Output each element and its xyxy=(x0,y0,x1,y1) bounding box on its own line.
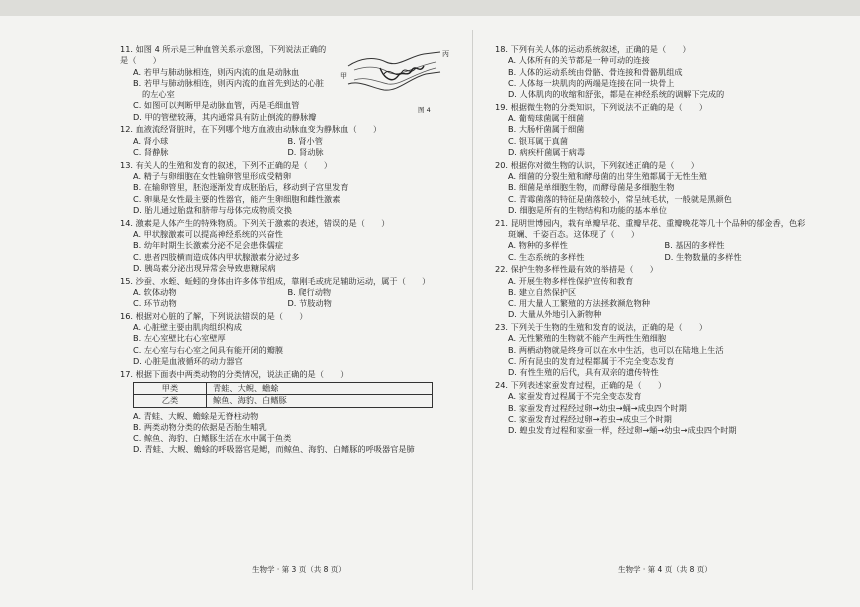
option-c: C. 用大量人工繁殖的方法拯救濒危物种 xyxy=(508,298,650,309)
option-d: D. 蝗虫发育过程和家蚕一样，经过卵→蛹→幼虫→成虫四个时期 xyxy=(508,425,737,436)
options-grid xyxy=(495,240,821,263)
label-bing: 丙 xyxy=(442,50,449,58)
option-a: A. 无性繁殖的生物就不能产生两性生殖细胞 xyxy=(508,333,667,344)
option-d: D. 病疾杆菌属于病毒 xyxy=(508,147,586,158)
option-c: C. 鲸鱼、海豹、白鳍豚生活在水中属于鱼类 xyxy=(133,433,292,444)
option-c: C. 青霉菌落的特征是菌落较小，常呈绒毛状，一般就是黑颜色 xyxy=(508,193,732,204)
option-a: A. 人体所有的关节都是一种可动的连接 xyxy=(508,55,650,66)
option-d: D. 肾动脉 xyxy=(287,147,324,158)
question-22 xyxy=(495,264,821,320)
column-divider xyxy=(472,30,473,590)
option-d: D. 生物数量的多样性 xyxy=(664,251,742,262)
question-stem: 17. 根据下面表中两类动物的分类情况，说法正确的是（ ） xyxy=(120,368,349,379)
option-b: B. 幼年时期生长激素分泌不足会患侏儒症 xyxy=(133,240,284,251)
option-d: D. 胎儿通过胎盘和脐带与母体完成物质交换 xyxy=(133,204,292,215)
figure-caption: 图 4 xyxy=(418,106,431,114)
option-c: C. 肾静脉 xyxy=(133,147,169,158)
option-c: C. 患者四肢横而造成体内甲状腺激素分泌过多 xyxy=(133,251,300,262)
option-a: A. 葡萄球菌属于细菌 xyxy=(508,113,585,124)
option-d: D. 心脏是血液循环的动力器官 xyxy=(133,355,243,366)
scan-edge xyxy=(0,0,860,16)
option-a: A. 甲状腺激素可以提高神经系统的兴奋性 xyxy=(133,228,283,239)
question-stem: 24. 下列表述家蚕发育过程，正确的是（ ） xyxy=(495,379,667,390)
question-stem: 16. 根据对心脏的了解，下列说法错误的是（ ） xyxy=(120,310,308,321)
question-20 xyxy=(495,160,821,216)
option-b: B. 两类动物分类的依据是否胎生哺乳 xyxy=(133,421,267,432)
option-c: C. 家蚕发育过程经过卵→若虫→成虫三个时期 xyxy=(508,413,672,424)
option-c: C. 生态系统的多样性 xyxy=(508,251,585,262)
table-row xyxy=(134,395,433,407)
classification-table xyxy=(133,382,433,408)
question-18 xyxy=(495,44,821,100)
table-cell-animals: 青蛙、大鲵、蟾蜍 xyxy=(207,382,433,394)
option-c: C. 所有昆虫的发育过程都属于不完全变态发育 xyxy=(508,355,675,366)
option-c: C. 卵巢是女性最主要的性器官，能产生卵细胞和雌性激素 xyxy=(133,193,341,204)
option-b-cont: 的左心室 xyxy=(142,89,175,100)
option-b: B. 若甲与肺动脉相连，则丙内流的血首先到达的心脏 xyxy=(133,77,324,88)
option-b: B. 细菌是单细胞生物，而酵母菌是多细胞生物 xyxy=(508,182,675,193)
option-c: C. 环节动物 xyxy=(133,298,177,309)
question-19 xyxy=(495,102,821,158)
option-d: D. 有性生殖的后代，具有双亲的遗传特性 xyxy=(508,367,659,378)
option-b: B. 大肠杆菌属于细菌 xyxy=(508,124,585,135)
question-16 xyxy=(120,311,442,367)
option-d: D. 细胞是所有的生物结构和功能的基本单位 xyxy=(508,204,667,215)
question-stem: 14. 激素是人体产生的特殊物质。下列关于激素的表述，错误的是（ ） xyxy=(120,217,390,228)
option-b: B. 爬行动物 xyxy=(287,286,332,297)
option-a: A. 开展生物多样性保护宣传和教育 xyxy=(508,275,634,286)
question-12 xyxy=(120,124,442,158)
options-grid xyxy=(120,287,442,310)
vessel-bottom-outline xyxy=(348,72,440,90)
question-15 xyxy=(120,276,442,310)
question-stem: 20. 根据你对微生物的认识，下列叙述正确的是（ ） xyxy=(495,159,699,170)
question-stem: 23. 下列关于生物的生殖和发育的说法，正确的是（ ） xyxy=(495,322,708,333)
question-23 xyxy=(495,322,821,378)
option-a: A. 肾小球 xyxy=(133,135,169,146)
option-a: A. 精子与卵细胞在女性输卵管里形成受精卵 xyxy=(133,171,292,182)
vessel-top-outline xyxy=(348,52,440,66)
question-stem: 15. 沙蚕、水蛭、蚯蚓的身体由许多体节组成，靠刚毛或疣足辅助运动，属于（ ） xyxy=(120,275,431,286)
option-b: B. 肾小管 xyxy=(287,135,323,146)
page-footer-right: 生物学 · 第 4 页（共 8 页） xyxy=(618,565,712,574)
capillary-network xyxy=(384,68,416,75)
question-stem: 18. 下列有关人体的运动系统叙述，正确的是（ ） xyxy=(495,44,691,54)
option-b: B. 在输卵管里，胚泡逐渐发育成胚胎后，移动到子宫里发育 xyxy=(133,182,349,193)
option-c: C. 银耳属于真菌 xyxy=(508,135,569,146)
option-d: D. 胰岛素分泌出现异常会导致患糖尿病 xyxy=(133,262,276,273)
option-c: C. 如图可以判断甲是动脉血管，丙是毛细血管 xyxy=(133,100,300,111)
question-17 xyxy=(120,369,442,456)
table-cell-animals: 鲸鱼、海豹、白鳍豚 xyxy=(207,395,433,407)
label-jia: 甲 xyxy=(340,72,347,80)
question-stem: 13. 有关人的生殖和发育的叙述，下列不正确的是（ ） xyxy=(120,159,333,170)
question-stem: 12. 血液流经肾脏时，在下列哪个地方血液由动脉血变为静脉血（ ） xyxy=(120,124,382,135)
option-d: D. 人体肌肉的收缩和舒张，都是在神经系统的调解下完成的 xyxy=(508,89,725,100)
option-d: D. 青蛙、大鲵、蟾蜍的呼吸器官是鳃，而鲸鱼、海豹、白鳍豚的呼吸器官是肺 xyxy=(133,444,415,455)
option-c: C. 左心室与右心室之间具有能开闭的瓣膜 xyxy=(133,344,284,355)
option-d: D. 大量从外地引入新物种 xyxy=(508,309,602,320)
option-d: D. 甲的管壁较薄，其内通常具有防止倒流的静脉瓣 xyxy=(133,111,317,122)
option-b: B. 人体的运动系统由骨骼、骨连接和骨骼肌组成 xyxy=(508,66,683,77)
option-a: A. 物种的多样性 xyxy=(508,240,568,251)
right-column xyxy=(495,44,821,438)
question-stem: 19. 根据微生物的分类知识，下列说法不正确的是（ ） xyxy=(495,101,708,112)
options-grid xyxy=(120,136,442,159)
blood-vessel-figure xyxy=(340,44,450,119)
table-cell-category: 甲类 xyxy=(134,382,207,394)
option-a: A. 若甲与肺动脉相连，则丙内流的血是动脉血 xyxy=(133,66,300,77)
question-stem-cont: 是（ ） xyxy=(120,55,161,66)
question-stem: 21. 昆明世博园内，栽有单瓣早花、重瓣早花、重瓣晚花等几十个品种的郁金香，色彩 xyxy=(495,217,806,228)
option-a: A. 软体动物 xyxy=(133,286,177,297)
table-cell-category: 乙类 xyxy=(134,395,207,407)
option-c: C. 人体每一块肌肉的两端是连接在同一块骨上 xyxy=(508,77,675,88)
option-a: A. 心脏壁主要由肌肉组织构成 xyxy=(133,322,242,333)
option-d: D. 节肢动物 xyxy=(287,298,332,309)
option-b: B. 左心室壁比右心室壁厚 xyxy=(133,333,226,344)
option-a: A. 家蚕发育过程属于不完全变态发育 xyxy=(508,391,642,402)
question-14 xyxy=(120,218,442,274)
page-footer-left: 生物学 · 第 3 页（共 8 页） xyxy=(252,565,346,574)
option-b: B. 建立自然保护区 xyxy=(508,286,577,297)
question-24 xyxy=(495,380,821,436)
question-stem: 11. 如图 4 所示是三种血管关系示意图，下列说法正确的 xyxy=(120,44,327,54)
option-b: B. 家蚕发育过程经过卵→幼虫→蛹→成虫四个时期 xyxy=(508,402,687,413)
option-a: A. 细菌的分裂生殖和酵母菌的出芽生殖都属于无性生殖 xyxy=(508,171,707,182)
table-row xyxy=(134,382,433,394)
option-a: A. 青蛙、大鲵、蟾蜍是无脊柱动物 xyxy=(133,410,259,421)
option-b: B. 基因的多样性 xyxy=(664,240,725,251)
question-stem-cont: 斑斓、千姿百态。这体现了（ ） xyxy=(508,228,640,239)
question-13 xyxy=(120,160,442,216)
question-stem: 22. 保护生物多样性最有效的举措是（ ） xyxy=(495,264,658,275)
vessel-inner-line xyxy=(354,68,436,84)
option-b: B. 两栖动物就是终身可以在水中生活，也可以在陆地上生活 xyxy=(508,344,724,355)
question-21 xyxy=(495,218,821,263)
